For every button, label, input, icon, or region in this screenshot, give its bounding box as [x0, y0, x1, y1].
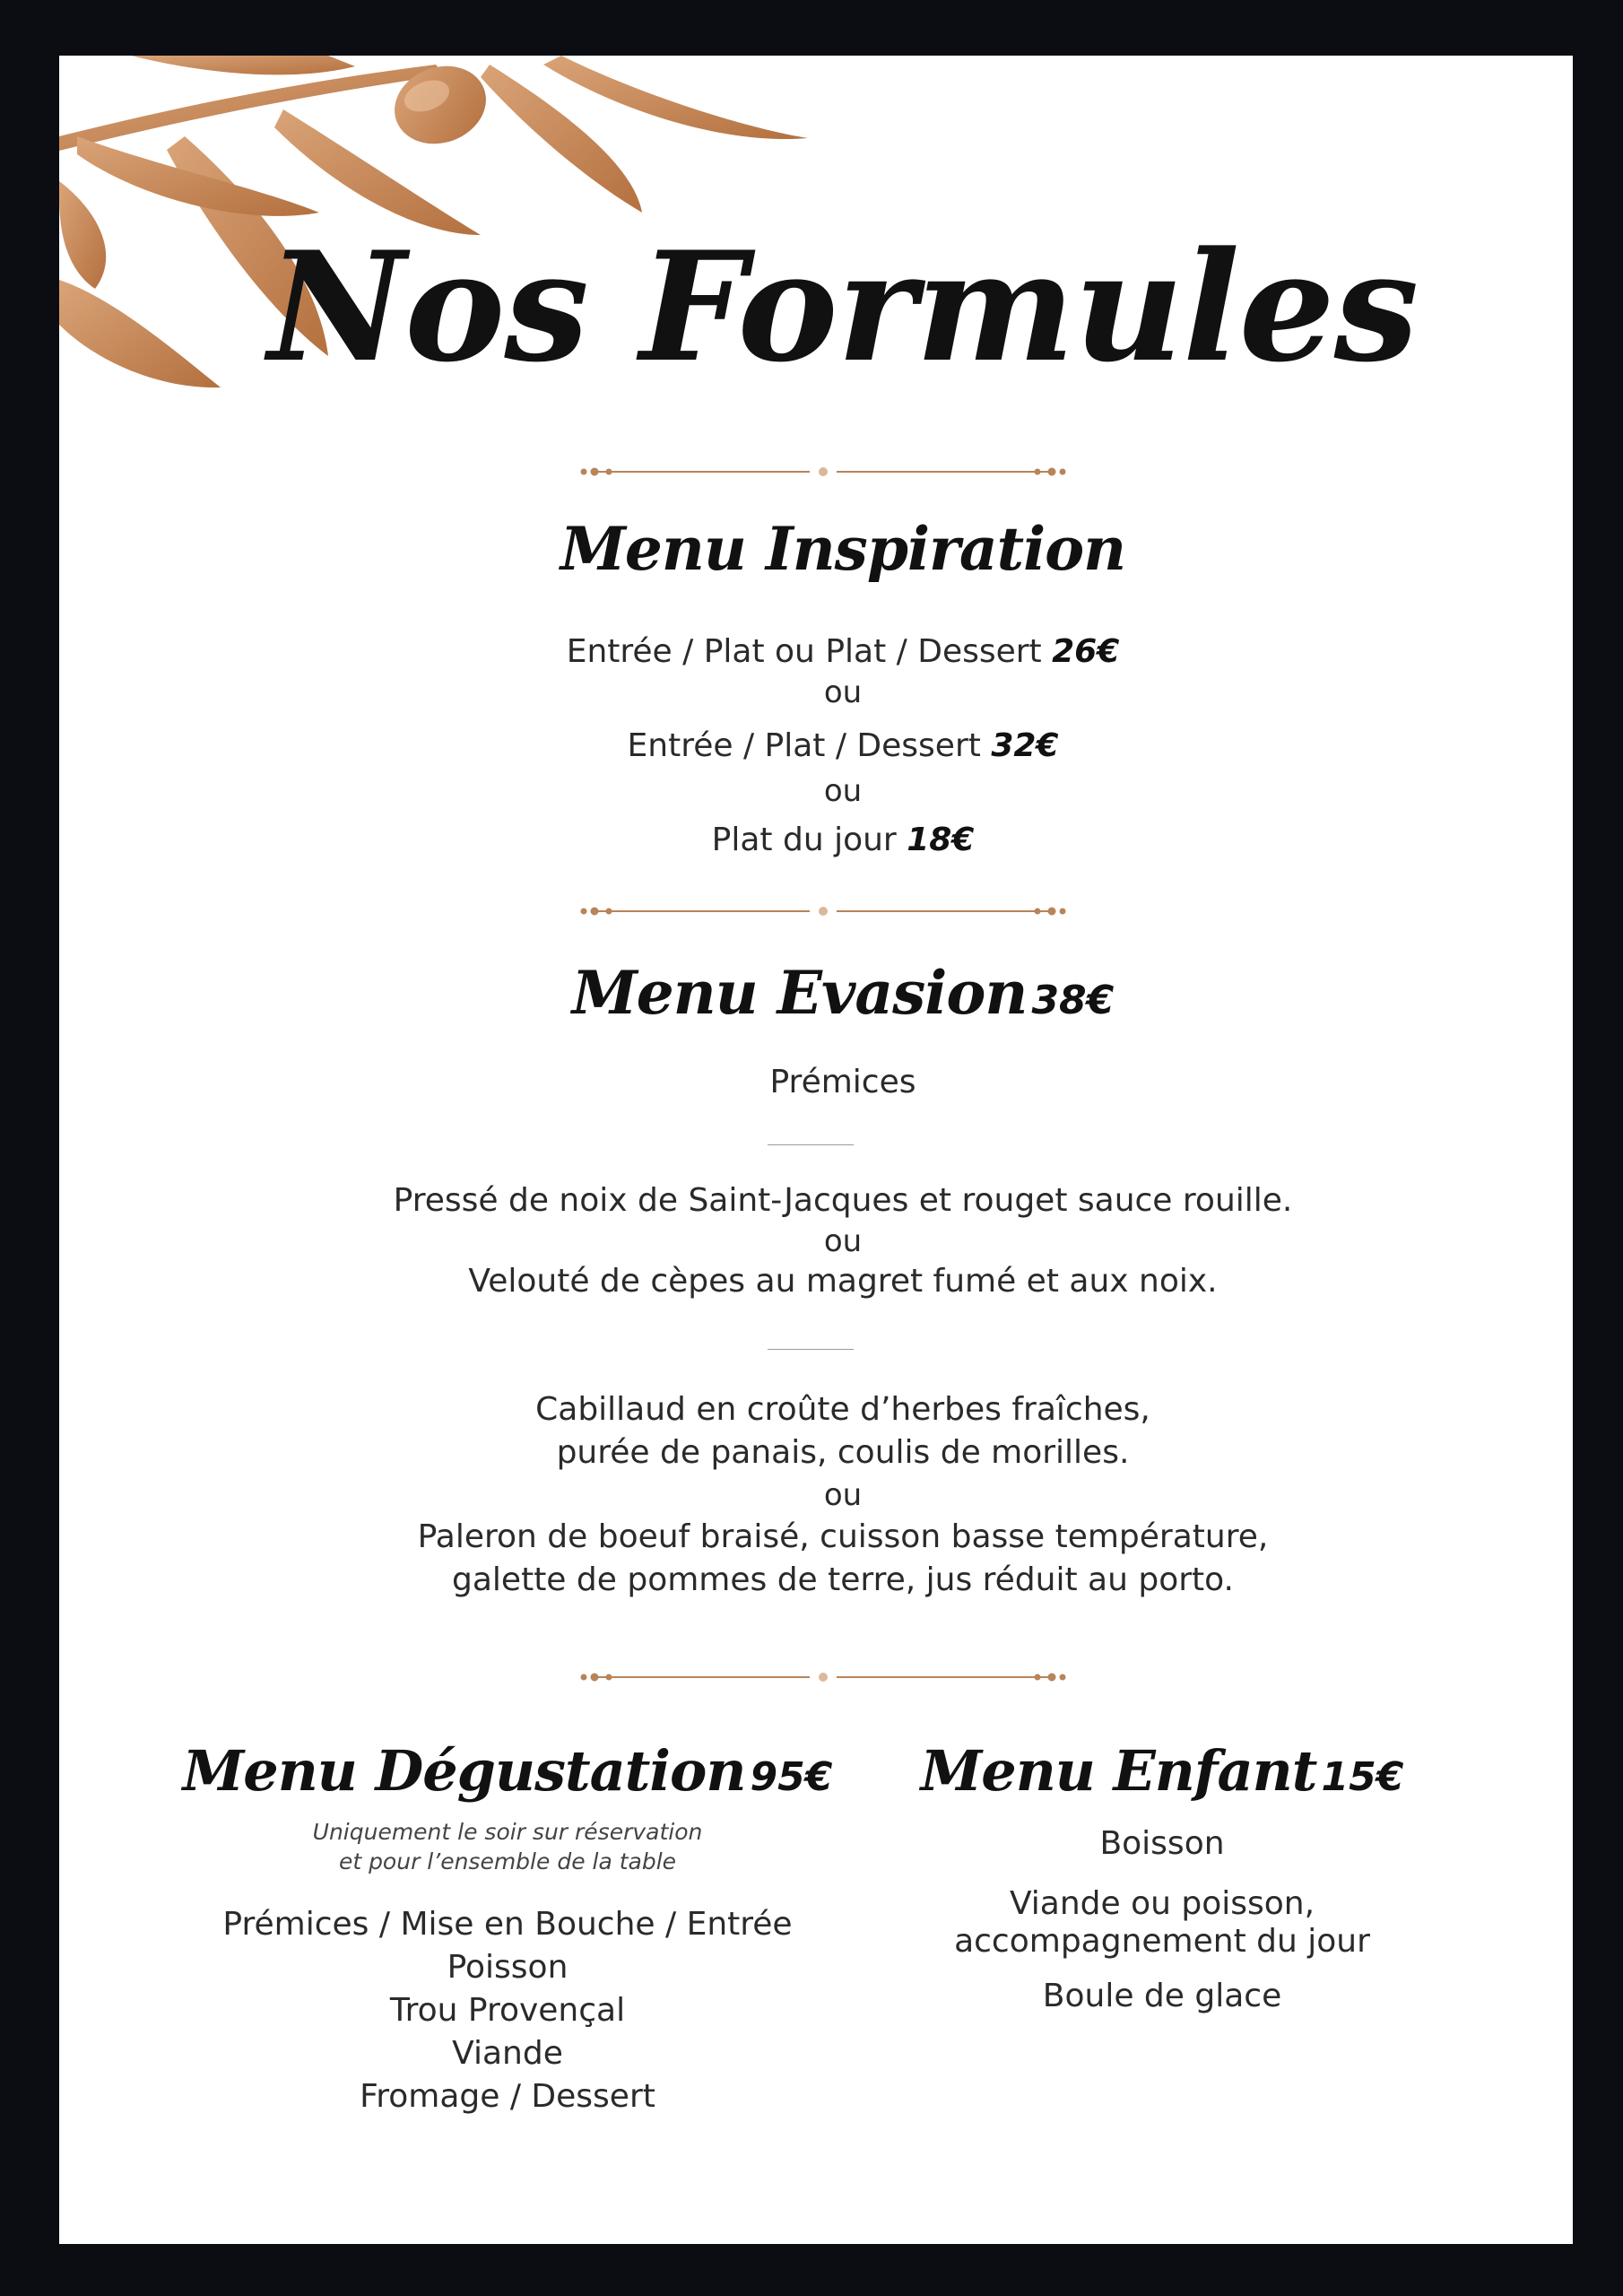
- course-separator: [768, 1144, 854, 1145]
- evasion-main-1-line-1: Cabillaud en croûte d’herbes fraîches,: [535, 1391, 1150, 1428]
- or-separator: ou: [823, 773, 863, 809]
- list-item: Prémices / Mise en Bouche / Entrée: [222, 1906, 793, 1943]
- evasion-main-2-line-1: Paleron de boeuf braisé, cuisson basse température,: [417, 1518, 1269, 1555]
- ornamental-divider-icon: [577, 904, 1070, 918]
- enfant-item-main-line-1: Viande ou poisson,: [1009, 1885, 1315, 1922]
- degustation-heading-row: [176, 1731, 839, 1826]
- inspiration-option-3: [59, 818, 1573, 863]
- list-item: Fromage / Dessert: [360, 2078, 655, 2115]
- page-title: Nos Formules: [267, 218, 1419, 396]
- ornamental-divider-icon: [577, 1670, 1070, 1684]
- evasion-starter-1: Pressé de noix de Saint-Jacques et rouget sauce rouille.: [393, 1182, 1293, 1219]
- list-item: Trou Provençal: [389, 1992, 626, 2029]
- evasion-main-1-line-2: purée de panais, coulis de morilles.: [556, 1434, 1130, 1471]
- or-separator: ou: [823, 674, 863, 710]
- option-text: Entrée / Plat / Dessert: [627, 727, 981, 764]
- enfant-item-main-line-2: accompagnement du jour: [954, 1923, 1370, 1960]
- menu-page: [59, 56, 1573, 2244]
- degustation-price: 95€: [750, 1754, 833, 1800]
- option-text: Plat du jour: [711, 822, 897, 858]
- or-separator: ou: [823, 1477, 863, 1513]
- degustation-note-line-1: Uniquement le soir sur réservation: [312, 1819, 703, 1845]
- degustation-note-line-2: et pour l’ensemble de la table: [338, 1848, 677, 1874]
- inspiration-option-2: [59, 724, 1573, 769]
- enfant-price: 15€: [1321, 1754, 1404, 1800]
- evasion-heading-row: [59, 952, 1573, 1049]
- option-price: 26€: [1052, 633, 1120, 670]
- inspiration-option-1: [59, 630, 1573, 674]
- evasion-starter-2: Velouté de cèpes au magret fumé et aux noix.: [468, 1263, 1218, 1300]
- or-separator: ou: [823, 1223, 863, 1259]
- enfant-item-drink: Boisson: [1099, 1825, 1225, 1862]
- option-price: 18€: [907, 822, 975, 858]
- evasion-price: 38€: [1031, 978, 1115, 1023]
- ornamental-divider-icon: [577, 465, 1070, 479]
- inspiration-heading: Menu Inspiration: [560, 514, 1126, 584]
- course-separator: [768, 1349, 854, 1350]
- enfant-item-dessert: Boule de glace: [1042, 1978, 1282, 2014]
- evasion-heading: Menu Evasion: [571, 958, 1028, 1028]
- option-text: Entrée / Plat ou Plat / Dessert: [566, 633, 1042, 670]
- option-price: 32€: [991, 727, 1059, 764]
- enfant-heading: Menu Enfant: [920, 1738, 1317, 1804]
- list-item: Viande: [452, 2035, 563, 2072]
- enfant-heading-row: [848, 1731, 1476, 1826]
- degustation-heading: Menu Dégustation: [182, 1738, 746, 1804]
- list-item: Poisson: [447, 1949, 568, 1986]
- evasion-premices: Prémices: [769, 1064, 916, 1100]
- evasion-main-2-line-2: galette de pommes de terre, jus réduit au porto.: [452, 1561, 1234, 1598]
